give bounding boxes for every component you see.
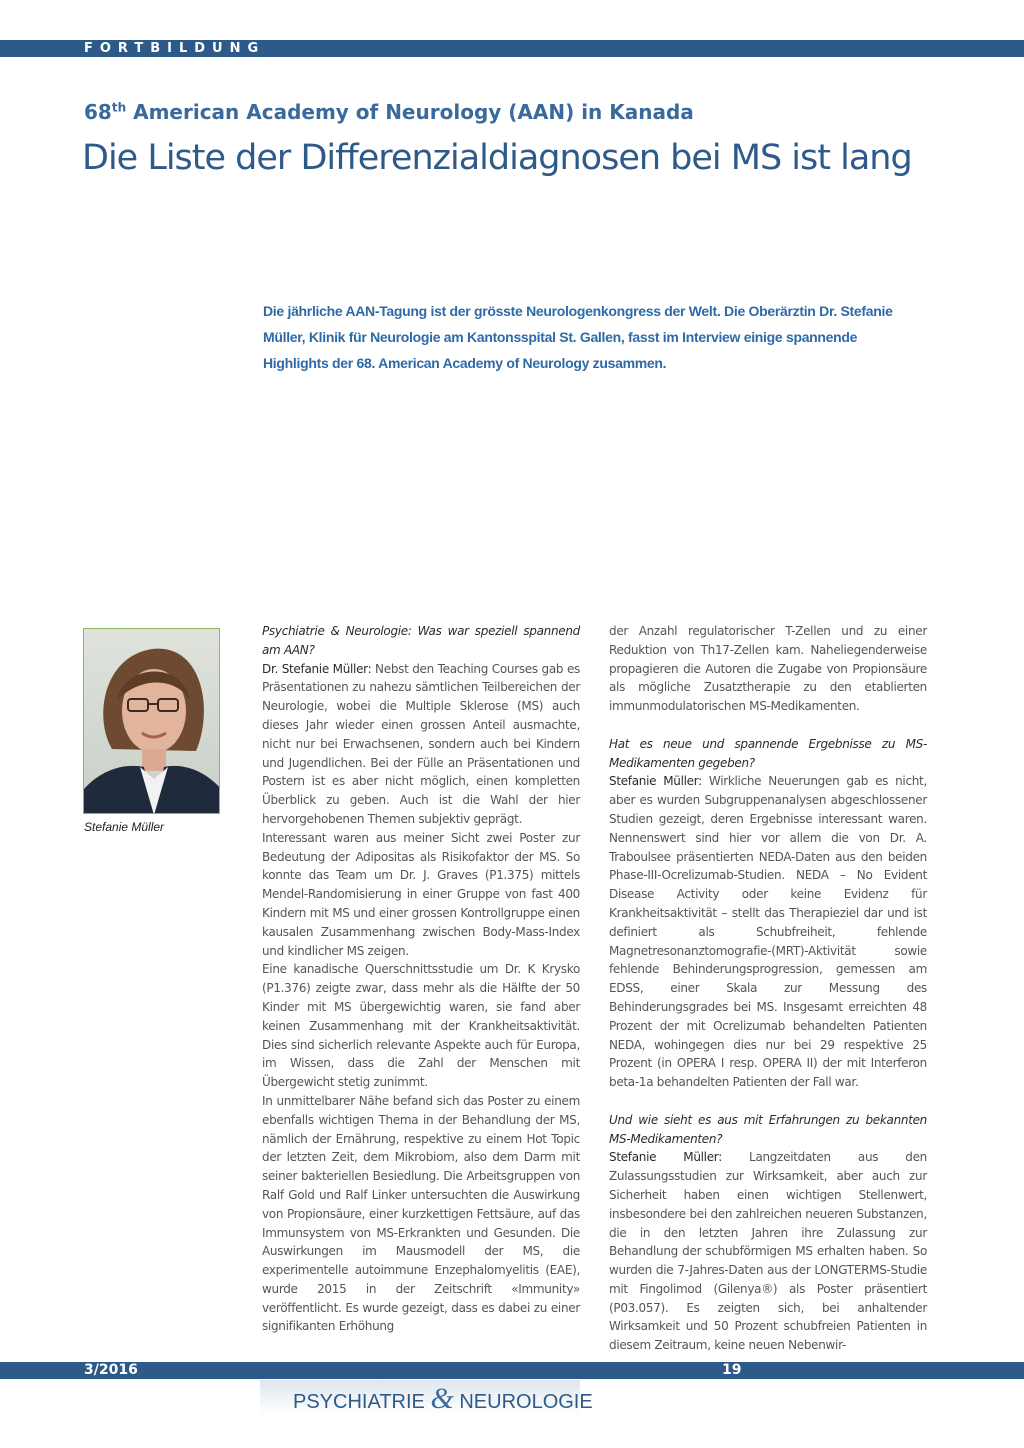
speaker-name: Dr. Stefanie Müller: xyxy=(262,661,372,676)
answer-text: Nebst den Teaching Courses gab es Präsentationen zu nahezu sämtlichen Teilbereichen der Neurologie, wobei die Multiple Sklerose (MS) auch dieses Jahr wieder einen grossen Anteil ausmachte, nicht nur bei Erwachsenen, sondern auch bei Kindern und Jugendlichen. Bei der Fülle an Präsentationen und Postern ist es aber nicht möglich, einen kompletten Überblick zu geben. Auch ist die Wahl der hier hervorgehobenen Themen subjektiv geprägt. xyxy=(262,661,580,826)
footer-bar xyxy=(0,1362,1024,1379)
answer-text: Langzeitdaten aus den Zulassungsstudien zur Wirksamkeit, aber auch zur Sicherheit haben einen wichtigen Stellenwert, insbesondere bei den zahlreichen neueren Substanzen, die in den letzten Jahren ihre Zulassung zur Behandlung der schubförmigen MS erhalten haben. So wurden die 7-Jahres-Daten aus der LONGTERMS-Studie mit Fingolimod (Gilenya®) als Poster präsentiert (P03.057). Es zeigten sich, bei anhaltender Wirksamkeit und 50 Prozent schubfreien Patienten in diesem Zeitraum, keine neuen Nebenwir- xyxy=(609,1150,927,1353)
article-supertitle xyxy=(84,100,694,124)
paragraph: der Anzahl regulatorischer T-Zellen und zu einer Reduktion von Th17-Zellen kam. Naheliegenderweise propagieren die Autoren die Zugabe von Propionsäure als mögliche Zusatztherapie zu den etablierten immunmodulatorischen MS-Medikamenten. xyxy=(609,624,927,714)
author-photo xyxy=(83,628,220,814)
interview-answer-2 xyxy=(609,772,927,1092)
interview-answer-3 xyxy=(609,1148,927,1355)
spacer xyxy=(609,1092,927,1111)
spacer xyxy=(609,716,927,735)
page-number: 19 xyxy=(722,1362,742,1378)
interview-answer-1 xyxy=(262,660,580,829)
article-lead: Die jährliche AAN-Tagung ist der grösste Neurologenkongress der Welt. Die Oberärztin Dr. Stefanie Müller, Klinik für Neurologie am Kantonsspital St. Gallen, fasst im Interview einige spannende Highlights der 68. American Academy of Neurology zusammen. xyxy=(263,303,893,371)
journal-logo xyxy=(293,1382,593,1416)
paragraph: Eine kanadische Querschnittsstudie um Dr. K Krysko (P1.376) zeigte zwar, dass mehr als die Hälfte der 50 Kinder mit MS übergewichtig waren, sie fand aber keinen Zusammenhang mit der Krankheitsaktivität. Dies sind sicherlich relevante Aspekte auch für Europa, im Wissen, dass die Zahl der Menschen mit Übergewicht stetig zunimmt. xyxy=(262,962,580,1090)
speaker-name: Stefanie Müller: xyxy=(609,774,702,789)
supertitle-number: 68 xyxy=(84,100,112,124)
portrait-image xyxy=(84,629,220,814)
article-title: Die Liste der Differenzialdiagnosen bei MS ist lang xyxy=(82,138,912,178)
paragraph: Interessant waren aus meiner Sicht zwei Poster zur Bedeutung der Adipositas als Risikofaktor der MS. So konnte das Team um Dr. J. Graves (P1.375) mittels Mendel-Randomisierung in einer Gruppe von fast 400 Kindern mit MS und einer grossen Kontrollgruppe einen kausalen Zusammenhang zwischen Body-Mass-Index und kindlicher MS zeigen. xyxy=(262,830,580,958)
logo-ampersand: & xyxy=(430,1382,454,1415)
text-column-2 xyxy=(609,622,927,1355)
logo-word-neurologie: NEUROLOGIE xyxy=(459,1391,593,1413)
supertitle-text: American Academy of Neurology (AAN) in Kanada xyxy=(126,100,694,124)
answer-text: Wirkliche Neuerungen gab es nicht, aber es wurden Subgruppenanalysen abgeschlossener Studien gezeigt, deren Ergebnisse interessant waren. Nennenswert sind hier vor allem die von Dr. A. Traboulsee präsentierten NEDA-Daten aus den beiden Phase-III-Ocrelizumab-Studien. NEDA – No Evident Disease Activity oder keine Evidenz für Krankheitsaktivität – stellt das Therapieziel dar und ist definiert als Schubfreiheit, fehlende Magnetresonanztomografie-(MRT)-Aktivität sowie fehlende Behinderungsprogression, gemessen am EDSS, einer Skala zur Messung des Behinderungsgrades bei MS. Insgesamt erreichten 48 Prozent der mit Ocrelizumab behandelten Patienten NEDA, wohingegen dies nur bei 29 respektive 25 Prozent (in OPERA I resp. OPERA II) der mit Interferon beta-1a behandelten Patienten der Fall war. xyxy=(609,774,927,1090)
logo-word-psychiatrie: PSYCHIATRIE xyxy=(293,1391,425,1413)
photo-caption: Stefanie Müller xyxy=(84,820,165,834)
paragraph: In unmittelbarer Nähe befand sich das Poster zu einem ebenfalls wichtigen Thema in der Behandlung der MS, nämlich der Ernährung, respektive zu einem Hot Topic der letzten Zeit, dem Mikrobiom, also dem Darm mit seiner bakteriellen Besiedlung. Die Arbeitsgruppen von Ralf Gold und Ralf Linker untersuchten die Auswirkung von Propionsäure, einer kurzkettigen Fettsäure, auf das Immunsystem von MS-Erkrankten und Gesunden. Die Auswirkungen im Mausmodell der MS, die experimentelle autoimmune Enzephalomyelitis (EAE), wurde 2015 in der Zeitschrift «Immunity» veröffentlicht. Es wurde gezeigt, dass es dabei zu einer signifikanten Erhöhung xyxy=(262,1093,580,1334)
issue-number: 3/2016 xyxy=(84,1362,138,1378)
text-column-1 xyxy=(262,622,580,1336)
interview-question-1: Psychiatrie & Neurologie: Was war speziell spannend am AAN? xyxy=(262,624,580,657)
interview-question-3: Und wie sieht es aus mit Erfahrungen zu bekannten MS-Medikamenten? xyxy=(609,1112,927,1146)
section-label: FORTBILDUNG xyxy=(84,41,266,56)
supertitle-ordinal: th xyxy=(111,100,127,115)
interview-question-2: Hat es neue und spannende Ergebnisse zu MS-Medikamenten gegeben? xyxy=(609,736,927,770)
speaker-name: Stefanie Müller: xyxy=(609,1150,722,1165)
